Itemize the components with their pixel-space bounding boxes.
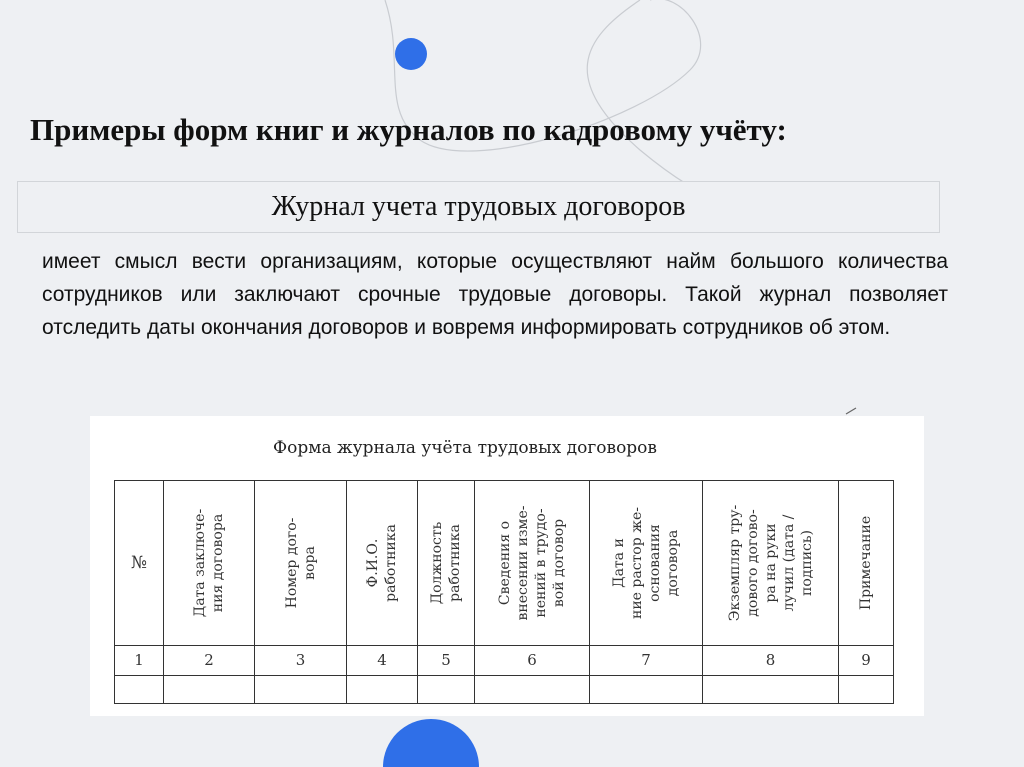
empty-cell [475,675,590,703]
subtitle-box [17,181,940,233]
table-number-row [115,645,894,675]
column-number: 1 [115,645,164,675]
pen-mark-icon [844,406,858,416]
column-number: 7 [590,645,703,675]
column-number: 9 [839,645,894,675]
header-cell-contract-number: Номер дого- вора [255,481,347,646]
slide-subtitle: Журнал учета трудовых договоров [271,191,686,222]
header-cell-contract-date: Дата заключе- ния договора [164,481,255,646]
slide-title: Примеры форм книг и журналов по кадровому учёту: [30,112,787,147]
header-cell-number: № [115,481,164,646]
column-number: 3 [255,645,347,675]
header-cell-position: Должность работника [418,481,475,646]
header-cell-note: Примечание [839,481,894,646]
table-header-row [115,481,894,646]
accent-dot-top [395,38,427,70]
form-image-panel [90,416,924,716]
header-cell-amendments: Сведения о внесении изме- нений в трудо- вой договор [475,481,590,646]
table-empty-row [115,675,894,703]
column-number: 6 [475,645,590,675]
empty-cell [115,675,164,703]
column-number: 4 [347,645,418,675]
accent-dot-bottom [383,719,479,767]
header-cell-employee-name: Ф.И.О. работника [347,481,418,646]
column-number: 8 [703,645,839,675]
empty-cell [255,675,347,703]
empty-cell [164,675,255,703]
empty-cell [347,675,418,703]
empty-cell [418,675,475,703]
empty-cell [839,675,894,703]
header-cell-copy-received: Экземпляр тру- дового догово- ра на руки лучил (дата / подпись) [703,481,839,646]
empty-cell [590,675,703,703]
column-number: 2 [164,645,255,675]
empty-cell [703,675,839,703]
slide-description: имеет смысл вести организациям, которые осуществляют найм большого количества сотрудников или заключают срочные трудовые договоры. Такой журнал позволяет отследить даты окончания договоров и вовремя информировать сотрудников об этом. [42,250,948,339]
journal-form-table [114,480,894,704]
column-number: 5 [418,645,475,675]
header-cell-termination: Дата и ние растор же- основания договора [590,481,703,646]
form-caption: Форма журнала учёта трудовых договоров [273,438,657,458]
